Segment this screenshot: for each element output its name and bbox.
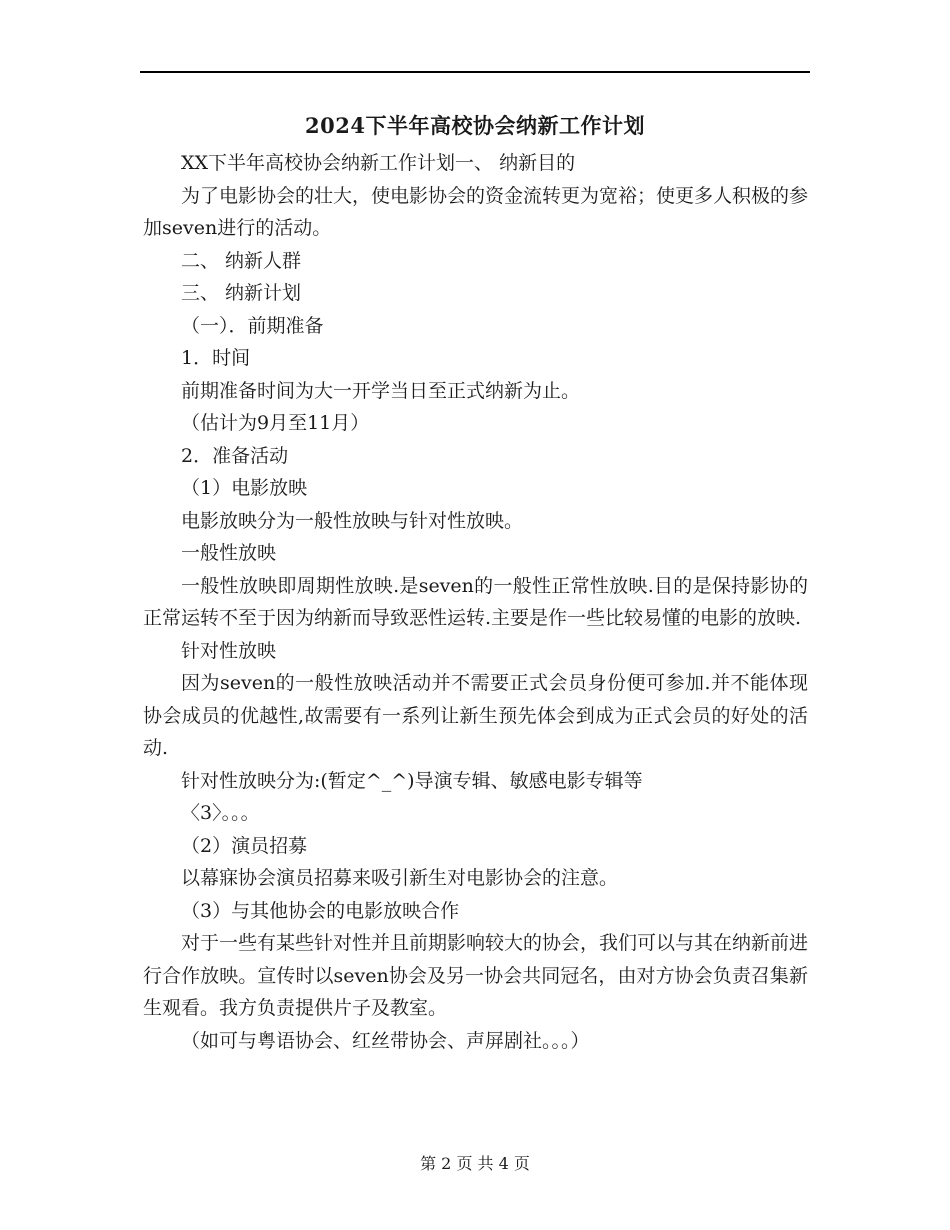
paragraph-targeted-screening: 因为seven的一般性放映活动并不需要正式会员身份便可参加.并不能体现协会成员的优越性,故需要有一系列让新生预先体会到成为正式会员的好处的活动. [143,672,808,759]
paragraph-actor-recruitment: 以幕寐协会演员招募来吸引新生对电影协会的注意。 [181,867,619,889]
heading-target-group: 二、 纳新人群 [181,249,302,272]
paragraph-time-estimate: （估计为9月至11月） [181,412,370,434]
heading-activities: 2．准备活动 [181,444,289,467]
header-rule [140,71,810,73]
paragraph-item-3: 〈3〉。。。 [181,802,260,824]
paragraph-time: 前期准备时间为大一开学当日至正式纳新为止。 [181,379,581,402]
paragraph-screening-types: 电影放映分为一般性放映与针对性放映。 [181,509,524,532]
document-title: 2024下半年高校协会纳新工作计划 [305,113,645,138]
page-number-footer: 第 2 页 共 4 页 [420,1154,530,1173]
heading-time: 1．时间 [181,347,251,369]
paragraph-targeted-types: 针对性放映分为:(暂定^_^)导演专辑、敏感电影专辑等 [181,769,643,792]
heading-film-screening: （1）电影放映 [181,477,308,499]
paragraph-purpose: 为了电影协会的壮大，使电影协会的资金流转更为宽裕；使更多人积极的参加seven进行的活动。 [143,184,809,239]
heading-general-screening: 一般性放映 [181,542,277,564]
heading-targeted-screening: 针对性放映 [181,639,277,662]
heading-actor-recruitment: （2）演员招募 [181,834,308,857]
heading-cooperation: （3）与其他协会的电影放映合作 [181,899,460,922]
paragraph-cooperation: 对于一些有某些针对性并且前期影响较大的协会，我们可以与其在纳新前进行合作放映。宣传时以seven协会及另一协会共同冠名，由对方协会负责召集新生观看。我方负责提供片子及教室。 [143,932,809,1019]
heading-plan: 三、 纳新计划 [181,282,302,304]
paragraph-cooperation-examples: （如可与粤语协会、红丝带协会、声屏剧社。。。） [181,1029,590,1052]
paragraph-intro: XX下半年高校协会纳新工作计划一、 纳新目的 [181,152,576,174]
heading-preparation: （一）．前期准备 [181,314,324,337]
paragraph-general-screening: 一般性放映即周期性放映.是seven的一般性正常性放映.目的是保持影协的正常运转不至于因为纳新而导致恶性运转.主要是作一些比较易懂的电影的放映. [143,574,808,629]
document-body [143,147,808,1057]
